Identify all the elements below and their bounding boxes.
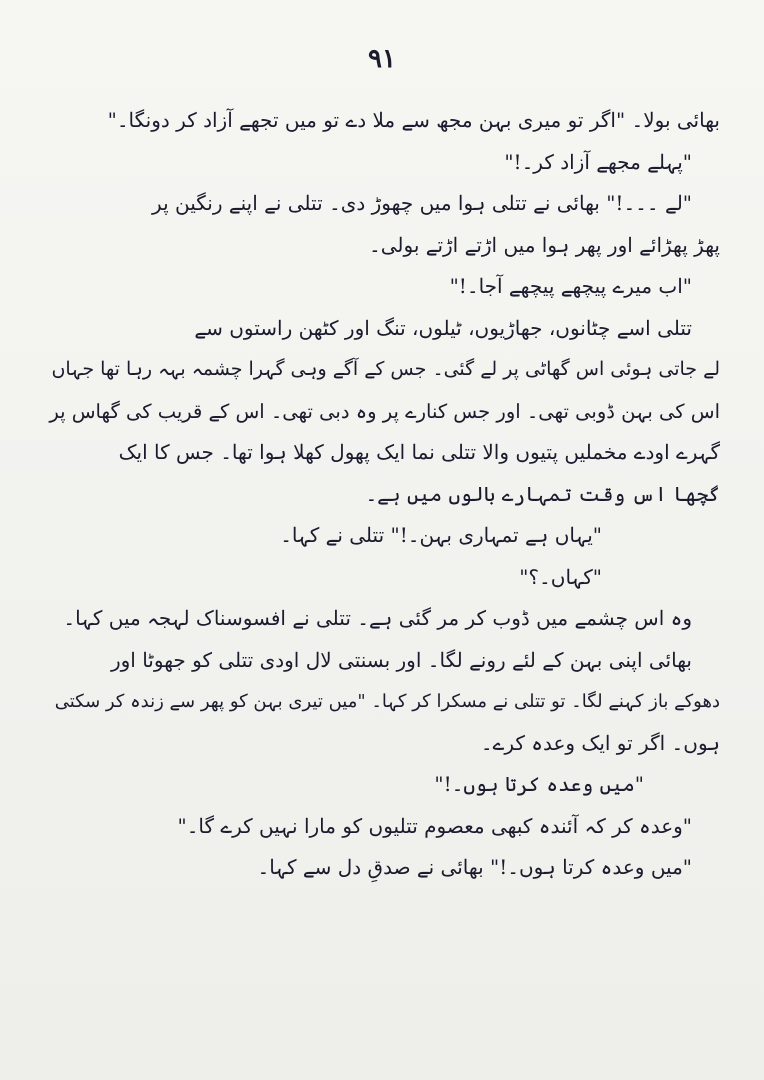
text-line: "یہاں ہے تمہاری بہن۔!" تتلی نے کہا۔ [280, 523, 602, 547]
text-line: وہ اس چشمے میں ڈوب کر مر گئی ہے۔ تتلی نے افسوسناک لہجہ میں کہا۔ [63, 606, 692, 630]
text-line: بھائی اپنی بہن کے لئے رونے لگا۔ اور بسنتی لال اودی تتلی کو جھوٹا اور [110, 647, 692, 672]
text-line: "لے ۔۔۔!" بھائی نے تتلی ہوا میں چھوڑ دی۔ تتلی نے اپنے رنگین پر [152, 191, 692, 215]
text-line: گہرے اودے مخملیں پتیوں والا تتلی نما ایک پھول کھلا ہوا تھا۔ جس کا ایک [118, 440, 720, 464]
text-line: تتلی اسے چٹانوں، جھاڑیوں، ٹیلوں، تنگ اور کٹھن راستوں سے [194, 315, 692, 340]
text-line: "میں وعدہ کرتا ہوں۔!" [434, 772, 644, 796]
text-line: "پہلے مجھے آزاد کر۔!" [504, 149, 692, 174]
text-line: "وعدہ کر کہ آئندہ کبھی معصوم تتلیوں کو مارا نہیں کرے گا۔" [177, 813, 692, 838]
text-line: ہوں۔ اگر تو ایک وعدہ کرے۔ [480, 730, 720, 755]
text-line: پھڑ پھڑائے اور پھر ہوا میں اڑتے اڑتے بولی۔ [369, 232, 720, 257]
text-line: بھائی بولا۔ "اگر تو میری بہن مجھ سے ملا دے تو میں تجھے آزاد کر دونگا۔" [107, 108, 720, 132]
text-line: گچھا اس وقت تمہارے بالوں میں ہے۔ [365, 481, 720, 506]
text-line: "میں وعدہ کرتا ہوں۔!" بھائی نے صدقِ دل سے کہا۔ [257, 855, 692, 879]
text-line: لے جاتی ہوئی اس گھاٹی پر لے گئی۔ جس کے آگے وہی گہرا چشمہ بہہ رہا تھا جہاں [51, 358, 720, 380]
text-line: "اب میرے پیچھے پیچھے آجا۔!" [449, 274, 692, 298]
text-line: دھوکے باز کہنے لگا۔ تو تتلی نے مسکرا کر کہا۔ "میں تیری بہن کو پھر سے زندہ کر سکتی [54, 691, 720, 712]
text-line: اس کی بہن ڈوبی تھی۔ اور جس کنارے پر وہ دبی تھی۔ اس کے قریب کی گھاس پر [49, 399, 720, 423]
text-line: "کہاں۔؟" [519, 564, 602, 589]
page-number: ۹۱ [368, 44, 396, 74]
story-text [48, 100, 720, 889]
